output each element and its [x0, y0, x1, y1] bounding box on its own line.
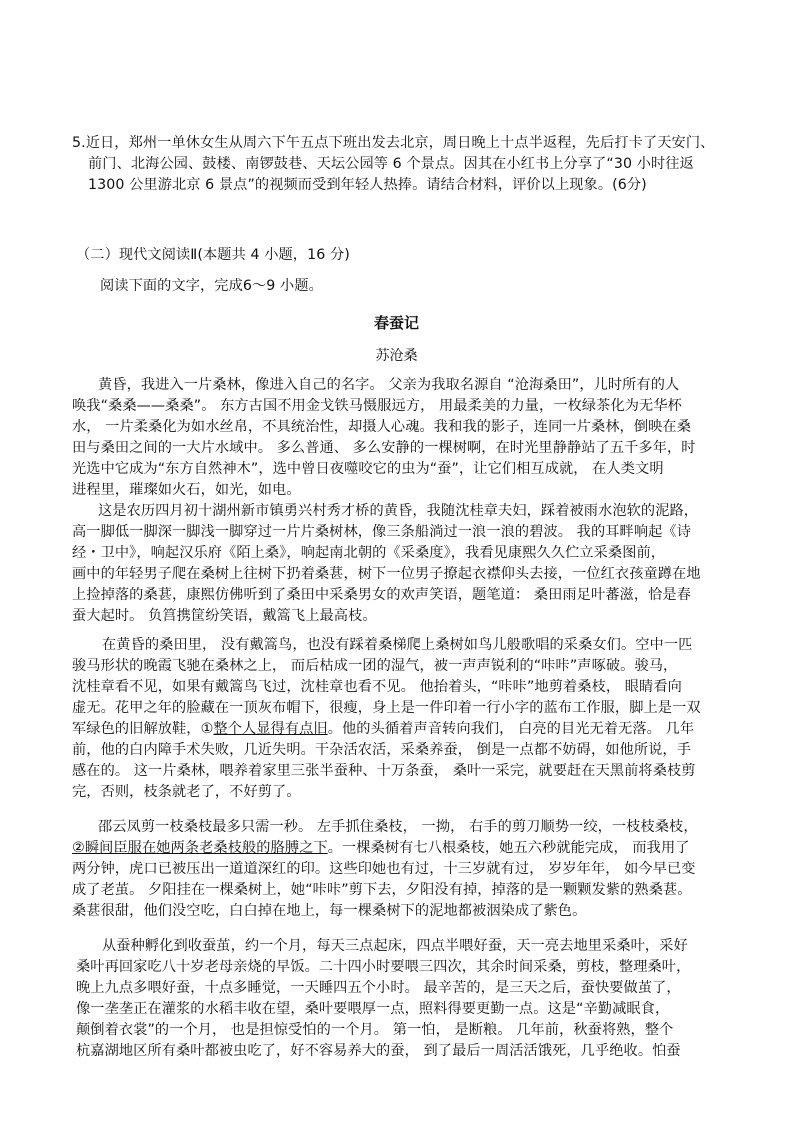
paragraph-1-line: 光选中它成为“东方自然神木”，选中曾日夜噬咬它的虫为“蚕”，让它们相互成就， 在人类文明	[72, 461, 664, 477]
paragraph-4-line: 桑葚很甜，他们没空吃，白白掉在地上，每一棵桑树下的泥地都被洇染成了紫色。	[72, 903, 587, 919]
underlined-phrase-1: 整个人显得有点旧	[213, 721, 328, 737]
question-5-line-3: 1300 公里游北京 6 景点”的视频而受到年轻人热捧。请结合材料，评价以上现象。(6分)	[88, 177, 647, 193]
paragraph-3-line: 虚无。花甲之年的脸藏在一顶灰布帽下，很瘦，身上是一件印着一行小字的蓝布工作服，脚上是一双	[72, 700, 701, 716]
paragraph-5-line: 从蚕种孵化到收蚕茧，约一个月，每天三点起床，四点半喂好蚕，天一亮去地里采桑叶，采好	[102, 938, 688, 954]
article-author: 苏沧桑	[375, 348, 418, 364]
paragraph-4-line: 两分钟，虎口已被压出一道道深红的印。这些印她也有过，十三岁就有过， 岁岁年年， 如今早已变	[72, 861, 696, 877]
paragraph-2-line: 画中的年轻男子爬在桑树上往树下扔着桑葚，树下一位男子撩起衣襟仰头去接，一位红衣孩童蹲在地	[72, 566, 701, 582]
paragraph-3-line: 沈桂章看不见，如果有戴篙鸟飞过，沈桂章也看不见。 他抬着头，“咔咔”地剪着桑枝， 眼睛看向	[72, 679, 682, 695]
paragraph-2-line: 这是农历四月初十湖州新市镇勇兴村秀才桥的黄昏，我随沈桂章夫妇，踩着被雨水泡软的泥路，	[98, 503, 699, 519]
paragraph-3-line: 在黄昏的桑田里， 没有戴篙鸟，也没有踩着桑梯爬上桑树如鸟儿般歌唱的采桑女们。空中一匹	[102, 637, 693, 653]
paragraph-1-line: 唤我“桑桑——桑桑”。 东方古国不用金戈铁马慑服远方， 用最柔美的力量，一枚绿茶化为无华杯	[72, 398, 682, 414]
underlined-phrase-2: ②瞬间臣服在她两条老桑枝般的胳膊之下	[72, 840, 328, 856]
paragraph-2-line: 上捡掉落的桑葚，康熙仿佛听到了桑田中采桑男女的欢声笑语，题笔道： 桑田雨足叶蕃滋，恰是春	[72, 587, 691, 603]
paragraph-5-line: 桑叶再回家吃八十岁老母亲烧的早饭。二十四小时要喂三四次，其余时间采桑，剪枝，整理桑叶，	[76, 959, 691, 975]
paragraph-4-line: 成了老茧。 夕阳挂在一棵桑树上，她“咔咔”剪下去，夕阳没有掉，掉落的是一颗颗发紫的熟桑葚。	[72, 882, 692, 898]
paragraph-3-line: 完，否则，枝条就老了，不好剪了。	[72, 784, 301, 800]
paragraph-3-line: 感在的。 这一片桑林，喂养着家里三张半蚕种、十万条蚕， 桑叶一采完，就要赶在天黑前将桑枝剪	[72, 763, 696, 779]
paragraph-3-line-5	[72, 721, 694, 737]
paragraph-4-line-1: 邵云凤剪一枝桑枝最多只需一秒。 左手抓住桑枝， 一拗， 右手的剪刀顺势一绞，一枝枝桑枝，	[98, 819, 698, 835]
paragraph-2-line: 高一脚低一脚深一脚浅一脚穿过一片片桑树林，像三条船淌过一浪一浪的碧波。 我的耳畔响起《诗	[72, 524, 691, 540]
paragraph-3-line: 前，他的白内障手术失败，几近失明。干杂活农活，采桑养蚕， 倒是一点都不妨碍，如他所说，手	[72, 742, 691, 758]
question-5-line-1: 5.近日，郑州一单休女生从周六下午五点下班出发去北京，周日晚上十点半返程，先后打卡了天安门、	[72, 135, 715, 151]
section-heading: （二）现代文阅读Ⅱ(本题共 4 小题，16 分)	[76, 247, 350, 263]
paragraph-3-line: 骏马形状的晚霞飞驰在桑林之上， 而后枯成一团的湿气，被一声声锐利的“咔咔”声啄破。骏马，	[72, 658, 678, 674]
paragraph-3-line-5-end: 。他的头循着声音转向我们， 白亮的目光无着无落。 几年	[327, 721, 695, 737]
paragraph-5-line: 杭嘉湖地区所有桑叶都被虫吃了，好不容易养大的蚕， 到了最后一周活活饿死，几乎绝收。怕蚕	[76, 1043, 681, 1059]
paragraph-2-line: 蚕大起时。 负筥携筐纷笑语，戴篙飞上最高枝。	[72, 608, 377, 624]
paragraph-1-line: 黄昏，我进入一片桑林，像进入自己的名字。 父亲为我取名源自 “沧海桑田”，儿时所有的人	[98, 377, 680, 393]
paragraph-5-line: 颠倒着衣裳”的一个月， 也是担惊受怕的一个月。 第一怕， 是断粮。 几年前，秋蚕将熟，整个	[76, 1022, 674, 1038]
article-title: 春蚕记	[373, 314, 419, 332]
paragraph-2-line: 经・卫中》，响起汉乐府《陌上桑》，响起南北朝的《采桑度》，我看见康熙久久伫立采桑图前，	[72, 545, 666, 561]
paragraph-4-line-2-end: 。一棵桑树有七八根桑枝，她五六秒就能完成， 而我用了	[327, 840, 690, 856]
paragraph-5-line: 像一垄垄正在灌浆的水稻丰收在望，桑叶要喂厚一点，照料得要更勤一点。这是“辛勤减眠食，	[76, 1001, 670, 1017]
paragraph-1-line: 田与桑田之间的一大片水域中。 多么普通、 多么安静的一棵树啊，在时光里静静站了五千多年，时	[72, 440, 696, 456]
paragraph-3-line-5-start: 军绿色的旧解放鞋，①	[72, 721, 214, 737]
question-5-line-2: 前门、北海公园、鼓楼、南锣鼓巷、天坛公园等 6 个景点。因其在小红书上分享了“30 小时往返	[88, 156, 694, 172]
paragraph-1-line: 进程里，璀璨如火石，如光，如电。	[72, 482, 301, 498]
section-instruction: 阅读下面的文字，完成6～9 小题。	[100, 278, 323, 294]
paragraph-4-line-2	[72, 840, 690, 856]
paragraph-1-line: 水， 一片柔桑化为如水丝帛，不具统治性，却摄人心魂。我和我的影子，连同一片桑林，倒映在桑	[72, 419, 691, 435]
paragraph-5-line: 晚上九点多喂好蚕，十点多睡觉，一天睡四五个小时。 最辛苦的，是三天之后，蚕快要做茧了，	[76, 980, 681, 996]
